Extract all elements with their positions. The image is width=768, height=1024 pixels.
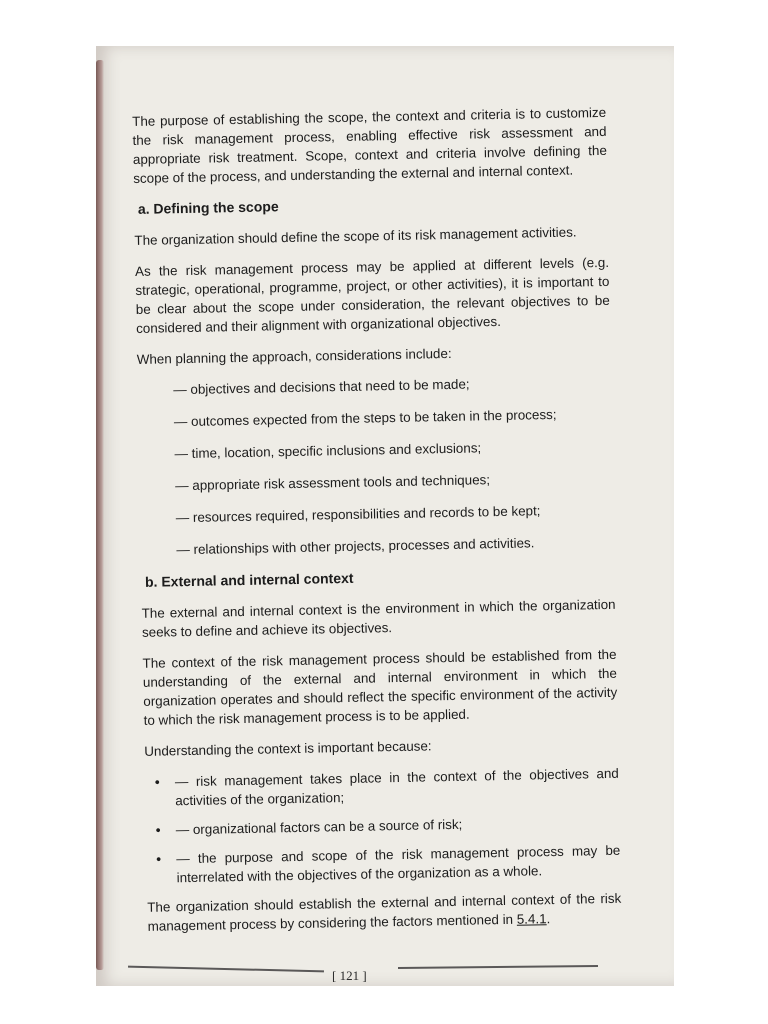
list-item: — outcomes expected from the steps to be taken in the process; (173, 406, 557, 430)
list-item (156, 812, 620, 840)
section-a-paragraph-1: The organization should define the scope of its risk management activities. (134, 224, 577, 248)
bullet-icon: • (156, 851, 162, 867)
intro-paragraph: The purpose of establishing the scope, the context and criteria is to customize the risk management process, enabling effective risk assessment and appropriate risk treatment. Scope, context and criteria involve defining the scope of the process, and understanding the external and internal context. (132, 104, 607, 186)
list-item (155, 764, 620, 811)
section-a-heading: a. Defining the scope (137, 198, 279, 217)
closing-text: The organization should establish the external and internal context of the risk management process by considering the factors mentioned in (147, 890, 622, 934)
list-item (156, 841, 621, 888)
list-item: — relationships with other projects, processes and activities. (176, 535, 535, 558)
page-text-block (132, 103, 622, 948)
page-number: [ 121 ] (332, 968, 367, 983)
closing-paragraph (147, 889, 622, 936)
considerations-list (173, 372, 614, 559)
closing-period: . (546, 911, 551, 927)
section-b-heading: b. External and internal context (144, 569, 354, 590)
list-item: — resources required, responsibilities and records to be kept; (175, 503, 541, 526)
context-reasons-list (155, 764, 621, 888)
list-item: — time, location, specific inclusions and exclusions; (174, 440, 482, 462)
list-item-text: — the purpose and scope of the risk management process may be interrelated with the objectives of the organization as a whole. (176, 842, 621, 886)
bullet-icon: • (154, 774, 160, 790)
section-b-paragraph-2: The context of the risk management process should be established from the understanding of the external and internal environment in which the organization operates and should reflect the specific environment of the activity to which the risk management process is to be applied. (142, 646, 618, 728)
section-b-paragraph-1: The external and internal context is the environment in which the organization seeks to define and achieve its objectives. (141, 596, 616, 640)
list-item-text: — risk management takes place in the context of the objectives and activities of the organization; (174, 765, 619, 809)
section-a-paragraph-2: As the risk management process may be applied at different levels (e.g. strategic, operational, programme, project, or other activities), it is important to be clear about the scope under consideration, the relevant objectives to be considered and their alignment with organizational objectives. (134, 254, 610, 336)
bullet-icon: • (155, 822, 161, 838)
section-a-paragraph-3: When planning the approach, considerations include: (136, 345, 452, 367)
clause-reference-link[interactable]: 5.4.1 (516, 911, 547, 927)
list-item: — objectives and decisions that need to be made; (173, 376, 470, 398)
section-b-paragraph-3: Understanding the context is important because: (144, 738, 432, 759)
list-item: — appropriate risk assessment tools and techniques; (175, 472, 491, 494)
page-binding-edge (96, 60, 104, 970)
list-item-text: — organizational factors can be a source of risk; (175, 816, 463, 838)
